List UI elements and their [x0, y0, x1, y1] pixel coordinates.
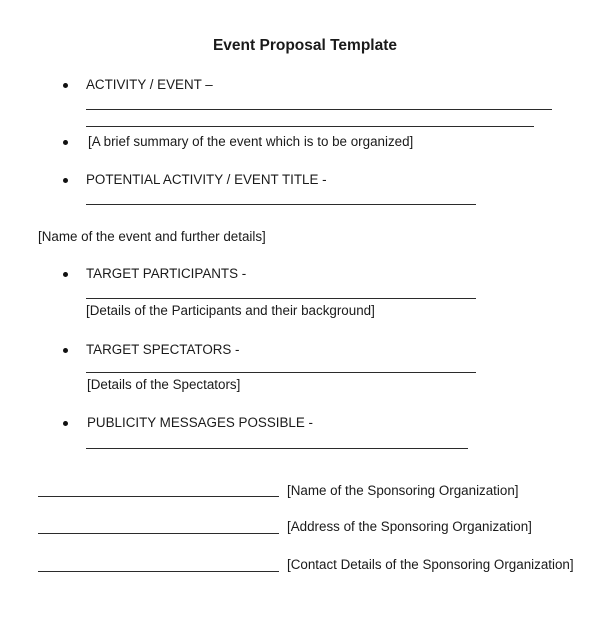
participants-details-text: [Details of the Participants and their background]: [86, 303, 375, 318]
bullet-activity-summary: [63, 140, 68, 145]
bullet-publicity: [63, 421, 68, 426]
bullet-target-spectators: [63, 348, 68, 353]
spectators-blank-line[interactable]: [86, 372, 476, 373]
target-spectators-label: TARGET SPECTATORS -: [86, 342, 240, 357]
bullet-potential-title: [63, 178, 68, 183]
event-name-details-text: [Name of the event and further details]: [38, 229, 266, 244]
target-participants-label: TARGET PARTICIPANTS -: [86, 266, 247, 281]
activity-event-label: ACTIVITY / EVENT –: [86, 77, 213, 92]
potential-title-blank-line[interactable]: [86, 204, 476, 205]
publicity-messages-label: PUBLICITY MESSAGES POSSIBLE -: [87, 415, 313, 430]
sponsor-address-label: [Address of the Sponsoring Organization]: [287, 519, 532, 534]
participants-blank-line[interactable]: [86, 298, 476, 299]
activity-blank-line-1[interactable]: [86, 109, 552, 110]
potential-event-title-label: POTENTIAL ACTIVITY / EVENT TITLE -: [86, 172, 327, 187]
sponsor-name-blank-line[interactable]: [38, 496, 279, 497]
sponsor-name-label: [Name of the Sponsoring Organization]: [287, 483, 519, 498]
document-title: Event Proposal Template: [212, 37, 398, 54]
activity-summary-text: [A brief summary of the event which is to be organized]: [88, 134, 414, 149]
publicity-blank-line[interactable]: [86, 448, 468, 449]
sponsor-contact-blank-line[interactable]: [38, 571, 279, 572]
bullet-activity: [63, 83, 68, 88]
activity-blank-line-2[interactable]: [86, 126, 534, 127]
bullet-target-participants: [63, 272, 68, 277]
spectators-details-text: [Details of the Spectators]: [87, 377, 241, 392]
sponsor-contact-label: [Contact Details of the Sponsoring Organization]: [287, 557, 574, 572]
sponsor-address-blank-line[interactable]: [38, 533, 279, 534]
